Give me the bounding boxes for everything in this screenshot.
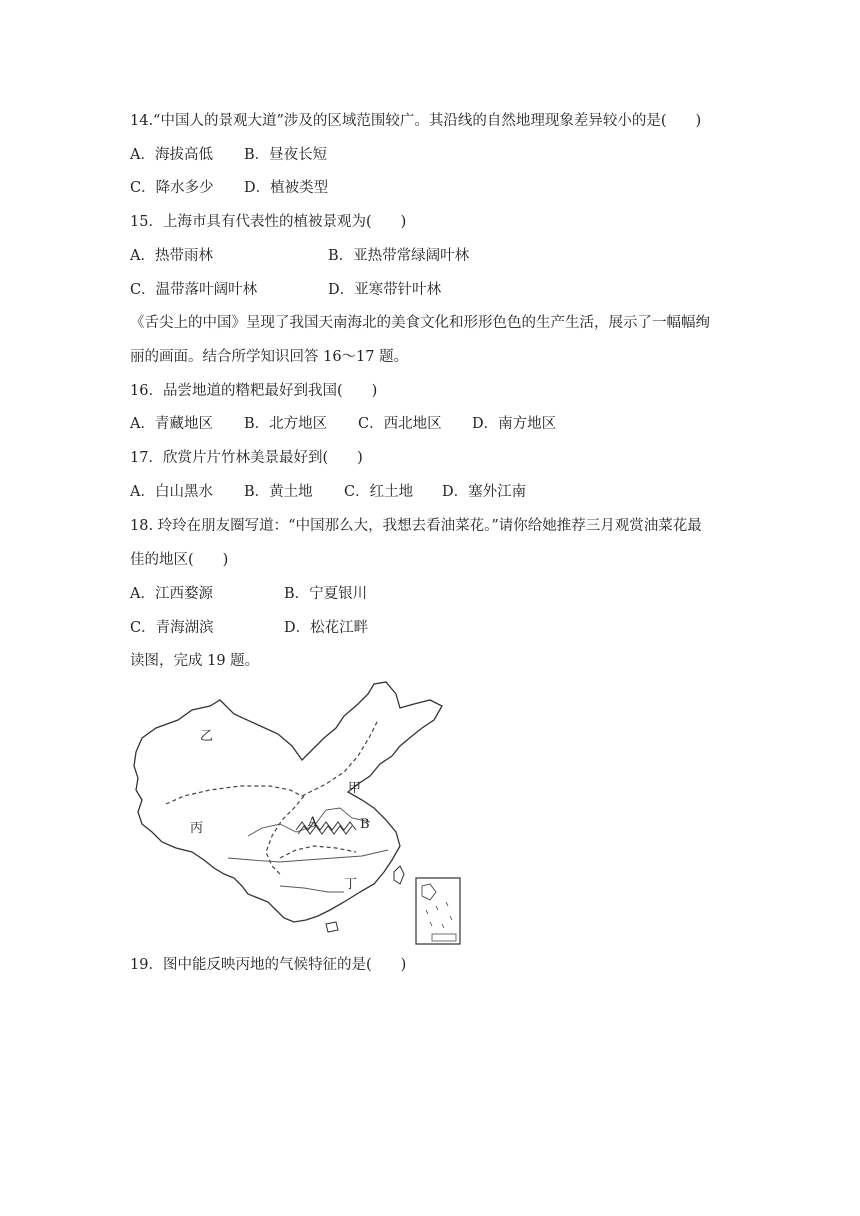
yangtze-river [228, 850, 388, 862]
q14-option-a: A．海拔高低 [130, 147, 213, 163]
q17-option-a: A．白山黑水 [130, 484, 213, 500]
q15-option-c: C．温带落叶阔叶林 [130, 282, 258, 298]
q15-option-a: A．热带雨林 [130, 248, 213, 264]
q17-option-b: B．黄土地 [244, 484, 313, 500]
boundary-northeast [302, 720, 378, 796]
intro-line-1: 《舌尖上的中国》呈现了我国天南海北的美食文化和形形色色的生产生活，展示了一幅幅绚 [130, 315, 710, 331]
label-yi: 乙 [200, 729, 214, 744]
q18-option-b: B．宁夏银川 [284, 586, 368, 602]
q16-option-b: B．北方地区 [244, 416, 328, 432]
hainan-island [326, 922, 338, 932]
mountain-range [296, 822, 356, 834]
q14-option-d: D．植被类型 [244, 180, 329, 196]
label-b: B [360, 817, 370, 832]
q15-option-b: B．亚热带常绿阔叶林 [328, 248, 470, 264]
map-outline [134, 682, 442, 922]
q14-option-b: B．昼夜长短 [244, 147, 328, 163]
read-map-prompt: 读图，完成 19 题。 [130, 653, 260, 669]
q18-stem-line-1: 18. 玲玲在朋友圈写道：“中国那么大，我想去看油菜花。”请你给她推荐三月观赏油菜花最 [130, 518, 702, 534]
q18-stem-line-2: 佳的地区( ) [130, 552, 229, 568]
q17-option-d: D．塞外江南 [442, 484, 527, 500]
label-ding: 丁 [344, 877, 358, 892]
q17-stem: 17．欣赏片片竹林美景最好到( ) [130, 450, 363, 466]
q16-option-d: D．南方地区 [472, 416, 557, 432]
intro-line-2: 丽的画面。结合所学知识回答 16～17 题。 [130, 349, 409, 365]
q18-option-a: A．江西婺源 [130, 586, 213, 602]
q16-stem: 16．品尝地道的糌粑最好到我国( ) [130, 383, 378, 399]
q17-option-c: C．红土地 [344, 484, 414, 500]
label-bing: 丙 [190, 821, 204, 836]
label-a: A [308, 815, 318, 830]
q15-stem: 15．上海市具有代表性的植被景观为( ) [130, 214, 407, 230]
taiwan-island [394, 866, 404, 884]
q14-option-c: C．降水多少 [130, 180, 214, 196]
q14-stem: 14.“中国人的景观大道”涉及的区域范围较广。其沿线的自然地理现象差异较小的是( ) [130, 113, 702, 129]
pearl-river [280, 886, 344, 892]
q18-option-c: C．青海湖滨 [130, 620, 214, 636]
china-map [130, 680, 465, 948]
q19-stem: 19．图中能反映丙地的气候特征的是( ) [130, 957, 407, 973]
label-jia: 甲 [348, 781, 362, 796]
boundary-north-south [266, 796, 304, 874]
q16-option-c: C．西北地区 [358, 416, 442, 432]
q15-option-d: D．亚寒带针叶林 [328, 282, 442, 298]
q16-option-a: A．青藏地区 [130, 416, 213, 432]
boundary-qinling [280, 846, 356, 858]
boundary-northwest [166, 786, 302, 804]
q18-option-d: D．松花江畔 [284, 620, 369, 636]
